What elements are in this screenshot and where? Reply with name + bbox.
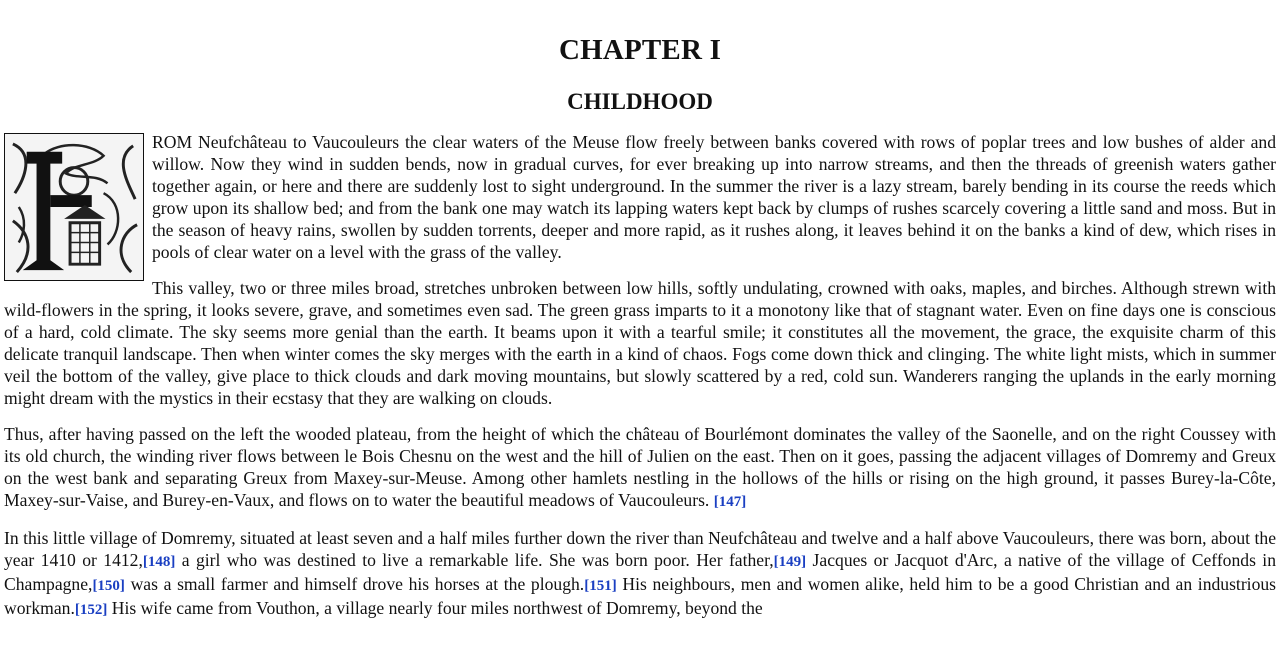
paragraph-4-text-c: Jacques or Jacquot d'Arc, a native of the village of Ceffonds in Champagne, [4,550,1276,594]
chapter-subtitle: CHILDHOOD [567,89,713,114]
footnote-link-152[interactable]: [152] [74,602,108,618]
document-page [4,0,1276,621]
paragraph-2: This valley, two or three miles broad, stretches unbroken between low hills, softly undulating, crowned with oaks, maples, and birches. Although strewn with wild-flowers in the spring, it looks severe, grave, and sometimes even sad. The green grass imparts to it a monotony like that of stagnant water. Even on fine days one is conscious of a hard, cold climate. The sky seems more genial than the earth. It beams upon it with a tearful smile; it constitutes all the movement, the grace, the exquisite charm of this delicate tranquil landscape. Then when winter comes the sky merges with the earth in a kind of chaos. Fogs come down thick and clinging. The white light mists, which in summer veil the bottom of the valley, give place to thick clouds and dark moving mountains, but slowly scattered by a red, cold sun. Wanderers ranging the uplands in the early morning might dream with the mystics in their ecstasy that they are walking on clouds. [4,278,1276,408]
dropcap-letter-f-image [4,133,144,281]
paragraph-4-text-e: His neighbours, men and women alike, held him to be a good Christian and an industrious workman. [4,574,1277,618]
footnote-link-147[interactable]: [147] [713,494,747,510]
paragraph-4-text-a: In this little village of Domremy, situated at least seven and a half miles further down the river than Neufchâteau and twelve and a half above Vaucouleurs, there was born, about the year 1410 or 1412, [4,528,1276,570]
paragraph-3 [4,423,1276,513]
paragraph-4-text-d: was a small farmer and himself drove his horses at the plough. [124,574,585,594]
chapter-title: CHAPTER I [558,34,722,66]
paragraph-4 [4,527,1276,621]
footnote-link-150[interactable]: [150] [92,578,125,594]
paragraph-4-text-b: a girl who was destined to live a remarkable life. She was born poor. Her father, [175,550,774,570]
paragraph-1 [4,131,1276,263]
footnote-link-149[interactable]: [149] [773,554,807,570]
footnote-link-151[interactable]: [151] [584,578,617,594]
footnote-link-148[interactable]: [148] [142,554,176,570]
paragraph-3-text: Thus, after having passed on the left the wooded plateau, from the height of which the château of Bourlémont dominates the valley of the Saonelle, and on the right Coussey with its old church, the winding river flows between le Bois Chesnu on the west and the hill of Julien on the east. Then on it goes, passing the adjacent villages of Domremy and Greux on the west bank and separating Greux from Maxey-sur-Meuse. Among other hamlets nestling in the hollows of the hills or rising on the high ground, it passes Burey-la-Côte, Maxey-sur-Vaise, and Burey-en-Vaux, and flows on to water the beautiful meadows of Vaucouleurs. [4,424,1276,510]
paragraph-1-text: ROM Neufchâteau to Vaucouleurs the clear waters of the Meuse flow freely between banks covered with rows of poplar trees and low bushes of alder and willow. Now they wind in sudden bends, now in gradual curves, for ever breaking up into narrow streams, and then the threads of greenish waters gather together again, or here and there are suddenly lost to sight underground. In the summer the river is a lazy stream, barely bending in its course the reeds which grow upon its shallow bed; and from the bank one may watch its lapping waters kept back by clumps of rushes scarcely covering a little sand and moss. But in the season of heavy rains, swollen by sudden torrents, deeper and more rapid, as it rushes along, it leaves behind it on the banks a kind of dew, which rises in pools of clear water on a level with the grass of the valley. [152,132,1276,262]
paragraph-4-text-f: His wife came from Vouthon, a village nearly four miles northwest of Domremy, beyond the [107,598,763,618]
